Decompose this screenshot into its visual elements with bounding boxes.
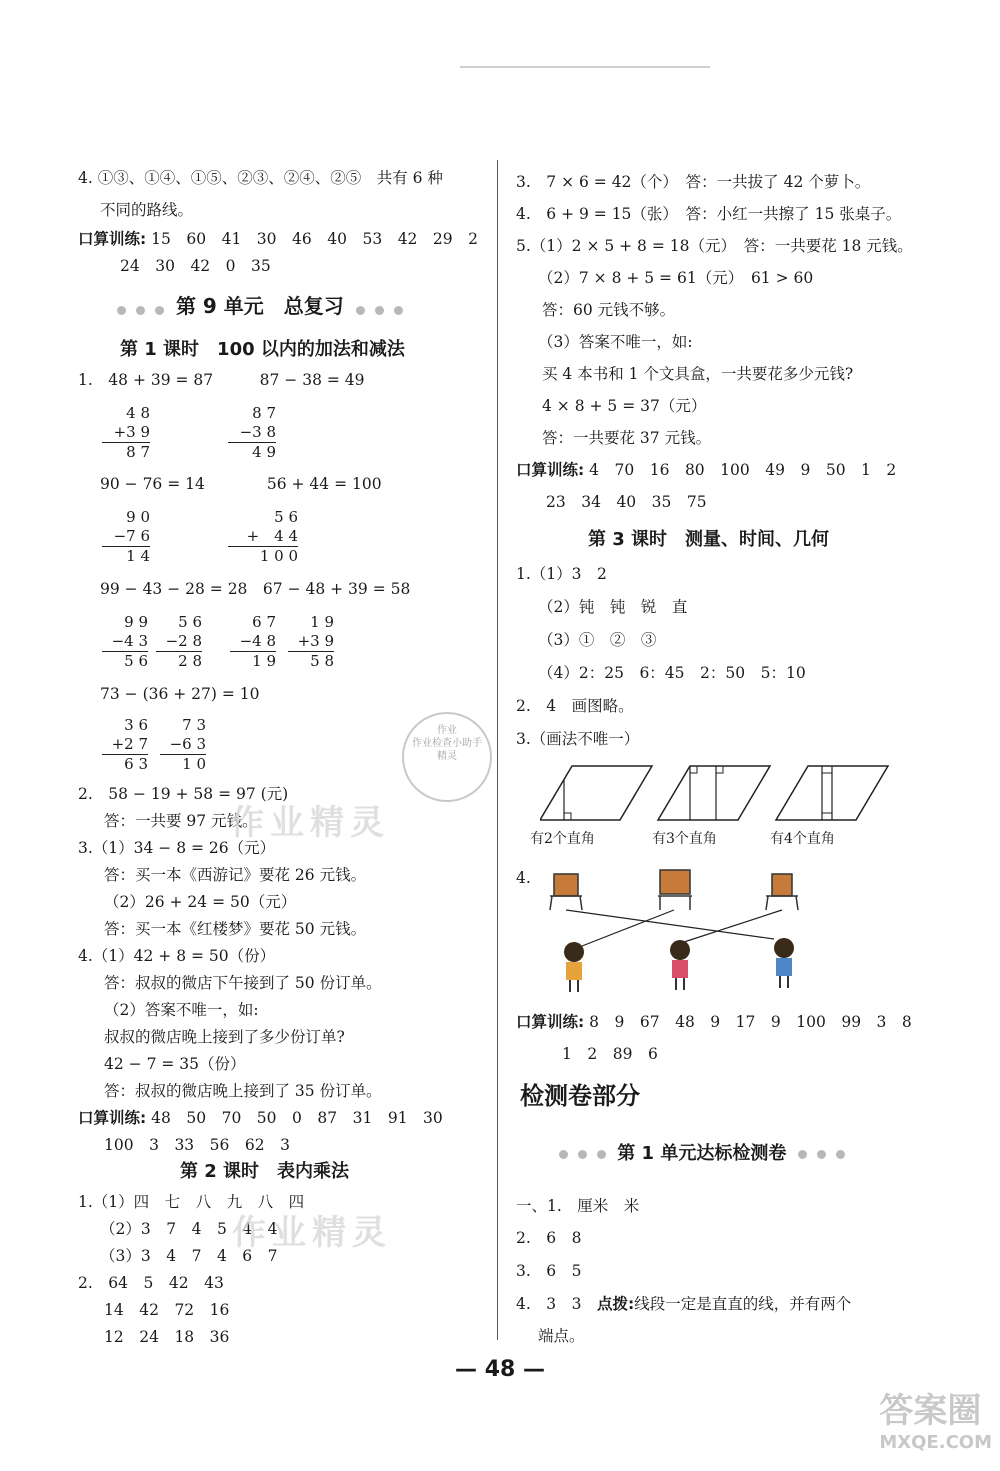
vertical-calc [230,613,276,671]
mental-math-label: 口算训练: [516,461,585,479]
calc-row: +3 9 [113,423,150,441]
calc-result: 5 6 [102,651,148,671]
decorative-dots [112,298,169,318]
answer-line: 1. 48 + 39 = 87 87 − 38 = 49 [78,371,365,389]
calc-result: 1 0 0 [228,546,298,566]
tip-label: 点拨: [597,1295,635,1313]
answer-line: 2. 58 − 19 + 58 = 97 (元) [78,785,289,803]
answer-line: 4. [516,869,531,887]
mental-math-values: 8 9 67 48 9 17 9 100 99 3 8 [584,1013,912,1031]
answer-line: 答：买一本《红楼梦》要花 50 元钱。 [104,920,367,938]
mental-math-values: 24 30 42 0 35 [120,257,271,275]
mental-math-line [516,1012,912,1032]
answer-line: （2）钝 钝 锐 直 [538,598,688,616]
calc-row: −4 3 [111,632,148,650]
column-divider [497,160,498,1340]
answer-line: 5.（1）2 × 5 + 8 = 18（元） 答：一共要花 18 元钱。 [516,237,913,255]
decorative-dots [793,1144,850,1164]
answer-line: 2. 4 画图略。 [516,697,634,715]
child-icon [670,940,690,990]
vertical-calc [102,613,148,671]
decorative-dots [554,1144,611,1164]
answer-line: 答：一共要花 37 元钱。 [542,429,712,447]
vertical-calc [102,404,150,462]
child-icon [774,938,794,988]
calc-row: 5 6 [274,508,298,526]
vertical-calc [160,716,206,774]
stamp-text: 作业检查小助手 [412,738,482,749]
chair-icon [658,870,692,910]
answer-line: 3. 6 5 [516,1262,582,1280]
answer-line: 端点。 [538,1327,585,1345]
unit-title [554,1144,850,1164]
mental-math-values: 100 3 33 56 62 3 [104,1136,290,1154]
mental-math-line [516,460,896,480]
figure-caption: 有3个直角 [652,831,717,847]
decorative-dots [351,298,408,318]
answer-line: 99 − 43 − 28 = 28 67 − 48 + 39 = 58 [100,580,411,598]
mental-math-label: 口算训练: [78,230,147,248]
answer-line: 2. 6 8 [516,1229,582,1247]
calc-result: 6 3 [102,754,148,774]
answer-line: 14 42 72 16 [104,1301,230,1319]
answer-line: 1.（1）四 七 八 九 八 四 [78,1193,305,1211]
answer-line: （2）答案不唯一，如: [104,1001,259,1019]
answer-line: （2）3 7 4 5 4 4 [100,1220,278,1238]
calc-row: +2 7 [111,735,148,753]
parallelogram-2-right-angles [540,766,652,820]
tip-text: 线段一定是直直的线，并有两个 [634,1295,852,1313]
answer-line: 叔叔的微店晚上接到了多少份订单? [104,1028,345,1046]
answer-line: 4. ①③、①④、①⑤、②③、②④、②⑤ 共有 6 种 [78,169,443,187]
corner-watermark [879,1383,992,1453]
vertical-calc [288,613,334,671]
lesson-title: 第 3 课时 测量、时间、几何 [588,529,830,550]
mental-math-values: 1 2 89 6 [562,1045,658,1063]
answer-line [516,1294,851,1314]
corner-watermark-text: 答案圈 [879,1391,982,1431]
calc-row: + 4 4 [246,527,298,545]
vertical-calc [156,613,202,671]
answer-line: 答：买一本《西游记》要花 26 元钱。 [104,866,367,884]
calc-result: 1 0 [160,754,206,774]
answer-line: （4）2：25 6：45 2：50 5：10 [538,664,806,682]
watermark-stamp [402,712,492,802]
answer-values: 4. 3 3 [516,1295,598,1313]
calc-row: 5 6 [178,613,202,631]
calc-row: 1 9 [310,613,334,631]
answer-line: 4 × 8 + 5 = 37（元） [542,397,707,415]
child-icon [564,942,584,992]
answer-line: （2）26 + 24 = 50（元） [104,893,297,911]
calc-row: 3 6 [124,716,148,734]
calc-result: 2 8 [156,651,202,671]
answer-line: 答：叔叔的微店晚上接到了 35 份订单。 [104,1082,382,1100]
answer-line: 答：60 元钱不够。 [542,301,676,319]
mental-math-label: 口算训练: [78,1109,147,1127]
answer-line: 3. 7 × 6 = 42（个） 答：一共拔了 42 个萝卜。 [516,173,871,191]
unit-title [112,296,408,318]
section-title: 检测卷部分 [520,1082,640,1110]
answer-line: 73 − (36 + 27) = 10 [100,685,260,703]
watermark-text: 作业精灵 [230,803,390,843]
figure-caption: 有4个直角 [770,831,835,847]
mental-math-line [78,1108,443,1128]
mental-math-values: 15 60 41 30 46 40 53 42 29 2 [146,230,479,248]
calc-result: 5 8 [288,651,334,671]
match-line [566,910,774,939]
calc-result: 4 9 [228,442,276,462]
answer-line: 买 4 本书和 1 个文具盒，一共要花多少元钱? [542,365,854,383]
calc-row: 9 0 [126,508,150,526]
calc-row: −4 8 [239,632,276,650]
chair-icon [550,874,582,910]
watermark-text: 作业精灵 [232,1213,392,1253]
mental-math-values: 48 50 70 50 0 87 31 91 30 [146,1109,443,1127]
answer-line: 12 24 18 36 [104,1328,230,1346]
answer-line: （2）7 × 8 + 5 = 61（元） 61 > 60 [538,269,814,287]
calc-row: 7 3 [182,716,206,734]
calc-row: 9 9 [124,613,148,631]
corner-watermark-url: MXQE.COM [879,1432,992,1453]
parallelogram-4-right-angles [776,766,888,820]
answer-line: 答：一共要 97 元钱。 [104,812,258,830]
answer-line: （3）3 4 7 4 6 7 [100,1247,278,1265]
answer-line: 答：叔叔的微店下午接到了 50 份订单。 [104,974,382,992]
calc-result: 1 9 [230,651,276,671]
stamp-text: 精灵 [437,751,457,762]
calc-row: −6 3 [169,735,206,753]
unit-title-text: 第 1 单元达标检测卷 [617,1143,787,1164]
mental-math-values: 4 70 16 80 100 49 9 50 1 2 [584,461,897,479]
match-line [582,910,674,946]
calc-row: +3 9 [297,632,334,650]
calc-row: −7 6 [113,527,150,545]
parallelogram-3-right-angles [658,766,770,820]
chair-matching-figure [534,864,884,999]
vertical-calc [102,508,150,566]
lesson-title: 第 1 课时 100 以内的加法和减法 [120,339,405,360]
figure-caption: 有2个直角 [530,831,595,847]
answer-line: 90 − 76 = 14 56 + 44 = 100 [100,475,382,493]
calc-row: −3 8 [239,423,276,441]
unit-title-text: 第 9 单元 总复习 [175,294,344,318]
parallelogram-figures [540,762,910,852]
answer-line: 2. 64 5 42 43 [78,1274,224,1292]
stamp-text: 作业 [437,725,457,736]
answer-line: 不同的路线。 [100,201,194,219]
mental-math-values: 23 34 40 35 75 [546,493,707,511]
answer-line: 3.（画法不唯一） [516,730,640,748]
header-rule [460,66,710,68]
match-line [684,910,782,942]
answer-line: （3）① ② ③ [538,631,657,649]
mental-math-label: 口算训练: [516,1013,585,1031]
chair-icon [766,874,798,910]
calc-result: 8 7 [102,442,150,462]
answer-line: 1.（1）3 2 [516,565,607,583]
lesson-title: 第 2 课时 表内乘法 [180,1161,350,1182]
calc-result: 1 4 [102,546,150,566]
calc-row: 6 7 [252,613,276,631]
answer-line: 42 − 7 = 35（份） [104,1055,246,1073]
page-number: — 48 — [455,1357,545,1382]
answer-line: 一、1. 厘米 米 [516,1197,640,1215]
answer-line: （3）答案不唯一，如: [538,333,693,351]
mental-math-line [78,229,478,249]
vertical-calc [228,404,276,462]
calc-row: −2 8 [165,632,202,650]
vertical-calc [102,716,148,774]
answer-line: 4. 6 + 9 = 15（张） 答：小红一共擦了 15 张桌子。 [516,205,902,223]
calc-row: 4 8 [126,404,150,422]
answer-line: 4.（1）42 + 8 = 50（份） [78,947,276,965]
vertical-calc [228,508,298,566]
calc-row: 8 7 [252,404,276,422]
answer-line: 3.（1）34 − 8 = 26（元） [78,839,276,857]
